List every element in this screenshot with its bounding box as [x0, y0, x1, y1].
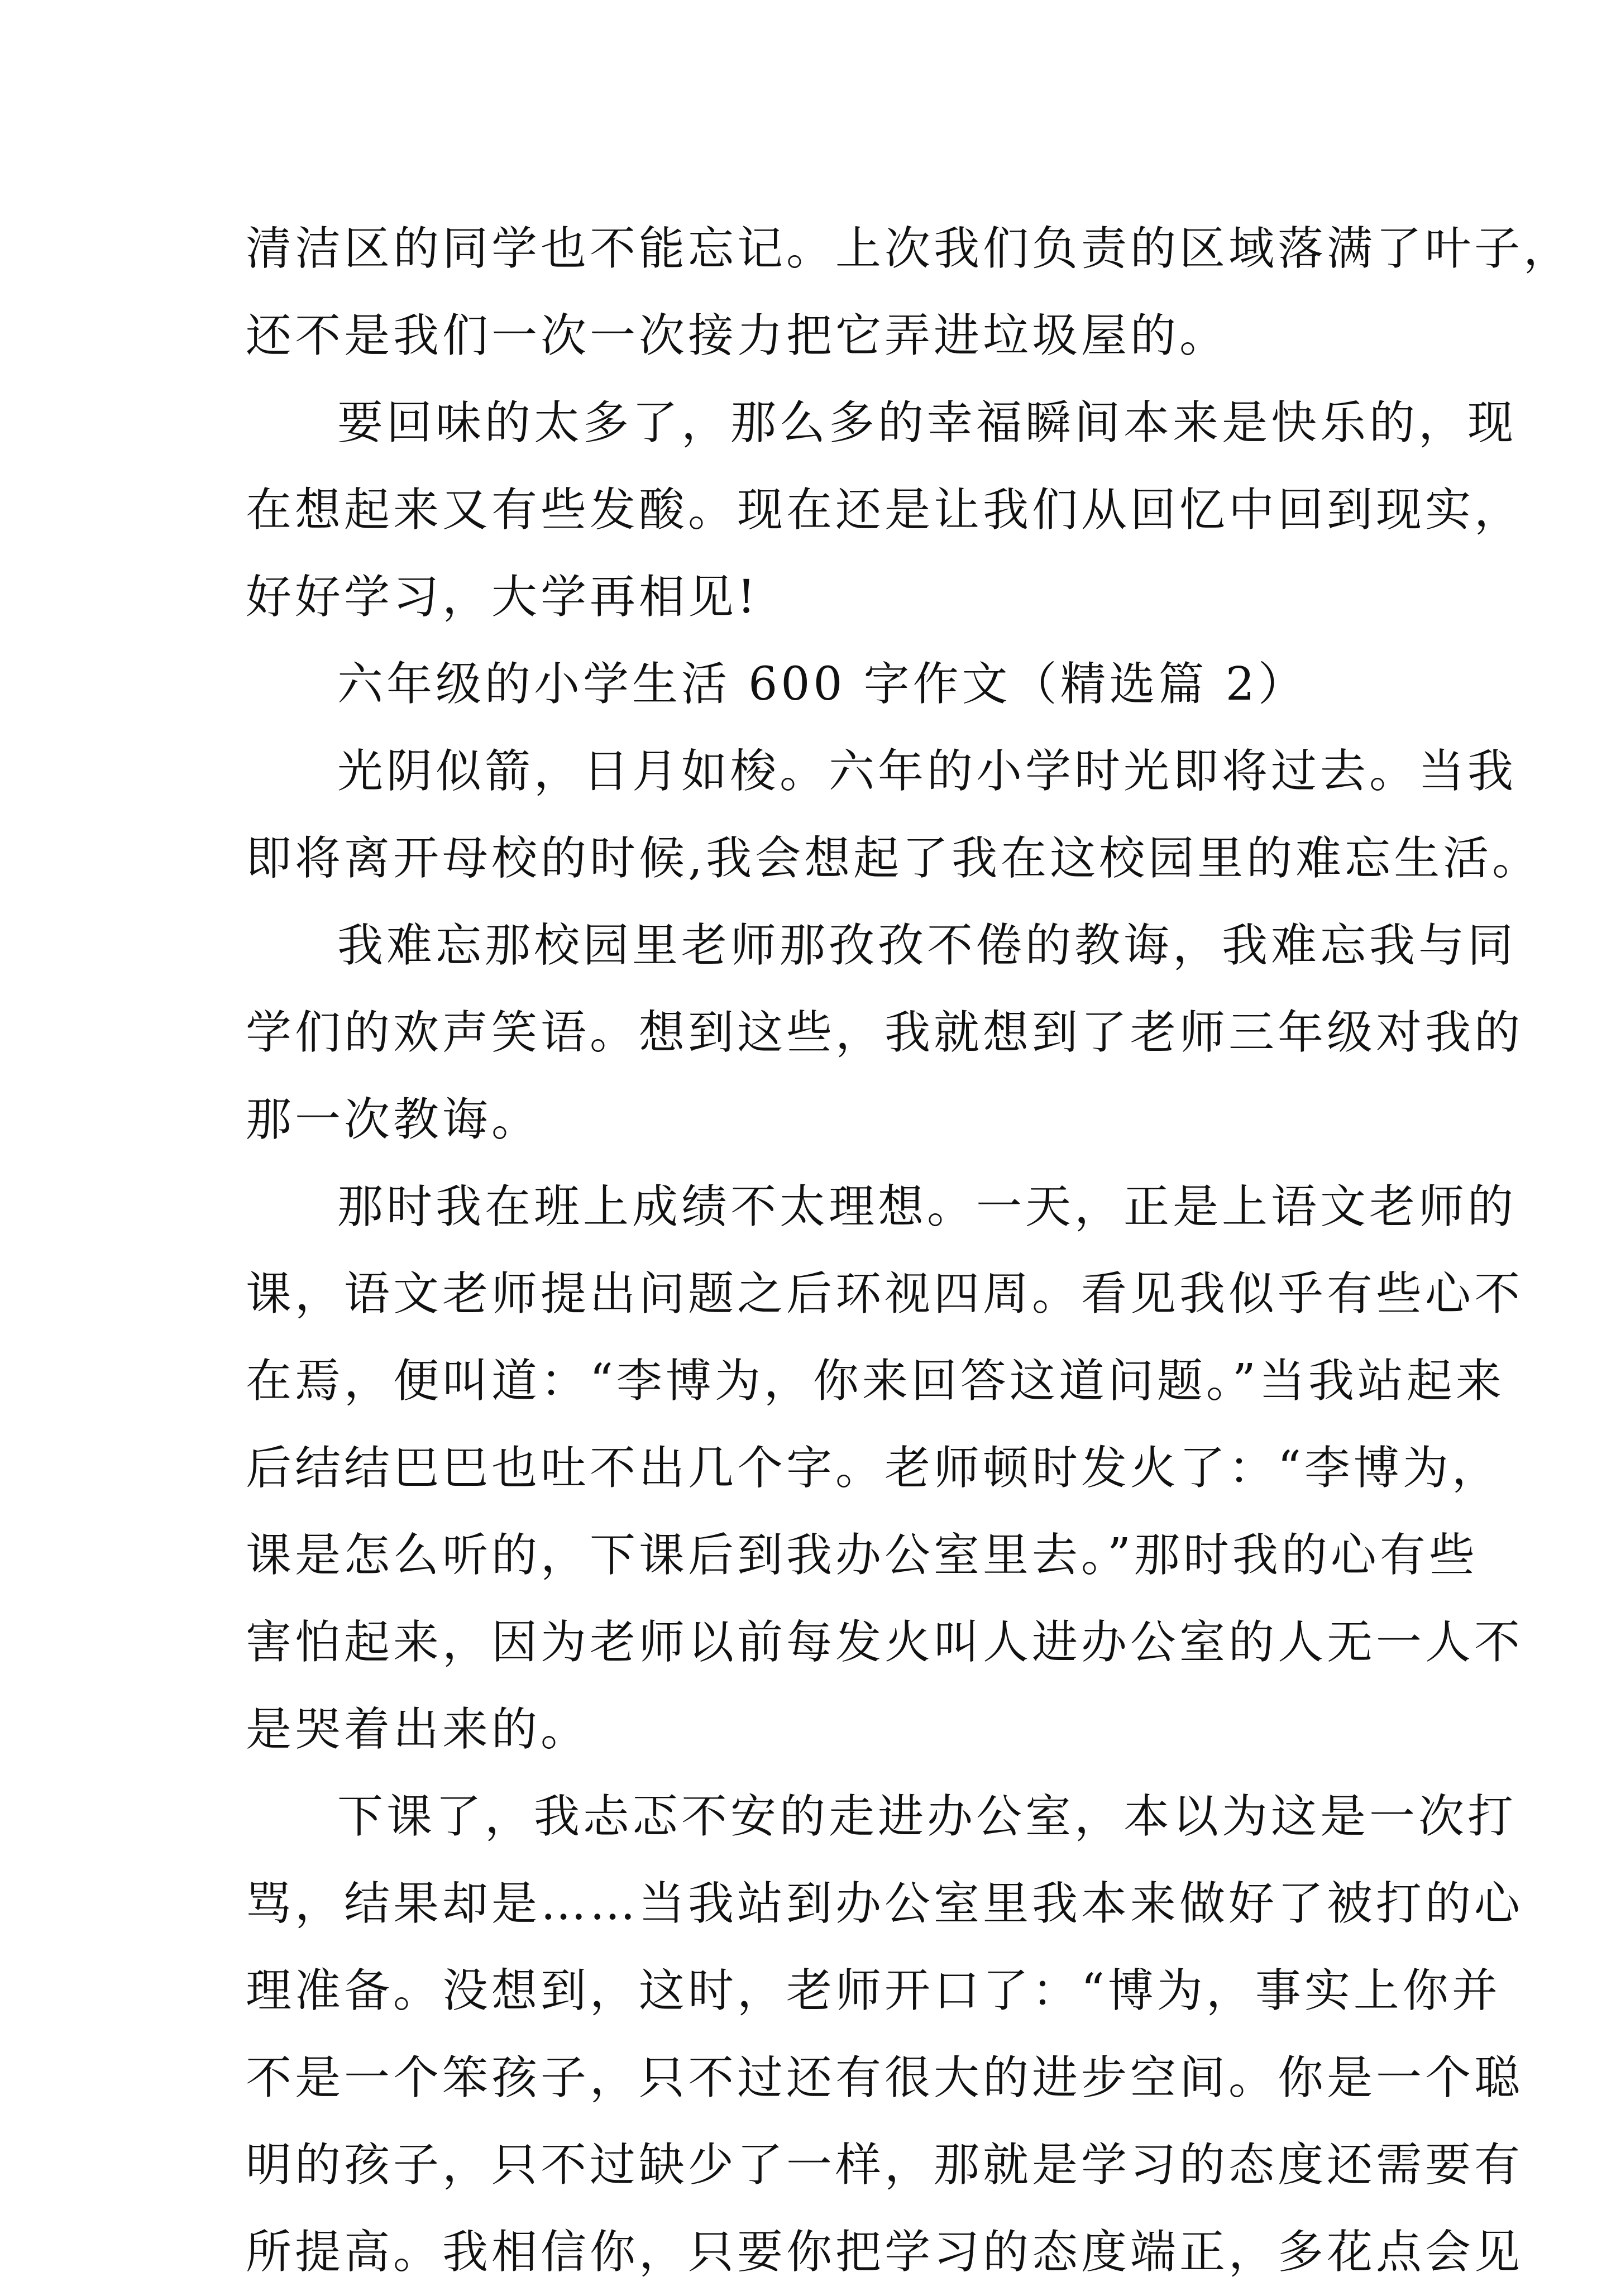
text-line: 在焉，便叫道：“李博为，你来回答这道问题。”当我站起来 [246, 1355, 1505, 1408]
text-line: 明的孩子，只不过缺少了一样，那就是学习的态度还需要有 [246, 2139, 1524, 2192]
text-line: 课，语文老师提出问题之后环视四周。看见我似乎有些心不 [246, 1267, 1524, 1321]
text-line: 课是怎么听的，下课后到我办公室里去。”那时我的心有些 [246, 1529, 1478, 1582]
text-line: 下课了，我忐忑不安的走进办公室，本以为这是一次打 [337, 1790, 1517, 1843]
text-line: 是哭着出来的。 [246, 1703, 590, 1756]
text-line: 我难忘那校园里老师那孜孜不倦的教诲，我难忘我与同 [337, 919, 1517, 972]
text-line: 理准备。没想到，这时，老师开口了：“博为，事实上你并 [246, 1964, 1501, 2017]
text-line: 学们的欢声笑语。想到这些，我就想到了老师三年级对我的 [246, 1006, 1524, 1059]
text-line: 不是一个笨孩子，只不过还有很大的进步空间。你是一个聪 [246, 2051, 1524, 2104]
text-line: 即将离开母校的时候,我会想起了我在这校园里的难忘生活。 [246, 832, 1542, 885]
text-line: 要回味的太多了，那么多的幸福瞬间本来是快乐的，现 [337, 396, 1517, 449]
text-line: 那时我在班上成绩不太理想。一天，正是上语文老师的 [337, 1180, 1517, 1233]
text-line: 还不是我们一次一次接力把它弄进垃圾屋的。 [246, 309, 1229, 362]
text-line: 光阴似箭，日月如梭。六年的小学时光即将过去。当我 [337, 745, 1517, 798]
text-line: 害怕起来，因为老师以前每发火叫人进办公室的人无一人不 [246, 1616, 1524, 1669]
text-line: 在想起来又有些发酸。现在还是让我们从回忆中回到现实， [246, 484, 1524, 537]
text-line: 骂，结果却是……当我站到办公室里我本来做好了被打的心 [246, 1877, 1524, 1930]
text-line: 所提高。我相信你，只要你把学习的态度端正，多花点会见 [246, 2226, 1524, 2279]
text-line: 清洁区的同学也不能忘记。上次我们负责的区域落满了叶子， [246, 222, 1573, 275]
text-line: 好好学习，大学再相见! [246, 571, 759, 624]
document-body [246, 205, 1573, 2296]
section-heading: 六年级的小学生活 600 字作文（精选篇 2） [337, 658, 1307, 711]
text-line: 那一次教诲。 [246, 1093, 541, 1146]
text-line: 后结结巴巴也吐不出几个字。老师顿时发火了：“李博为， [246, 1442, 1501, 1495]
